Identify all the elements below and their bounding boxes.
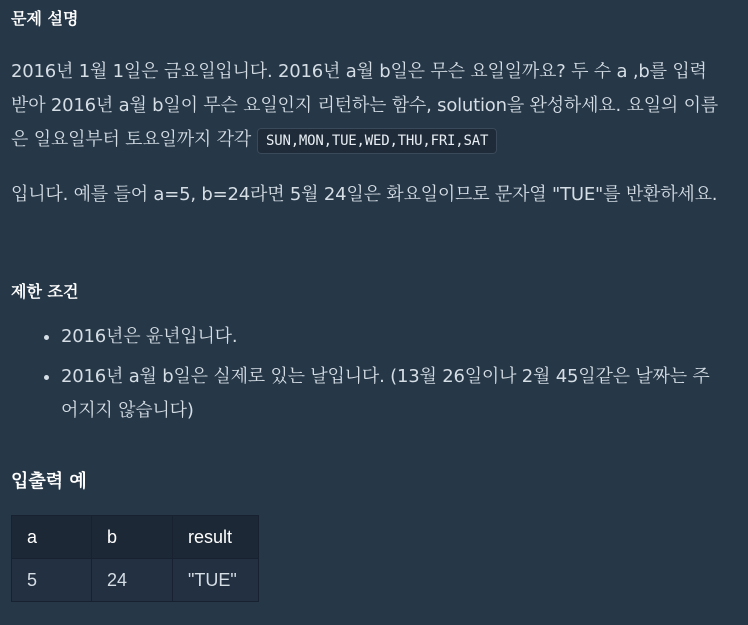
constraint-item: • 2016년은 윤년입니다. xyxy=(61,320,723,354)
cell-a: 5 xyxy=(12,559,92,602)
table-row xyxy=(12,559,259,602)
description-text: 2016년 1월 1일은 금요일입니다. 2016년 a월 b일은 무슨 요일일까요? 두 수 a ,b를 입력받아 2016년 a월 b일이 무슨 요일인지 리턴하는 함수, solution을 완성하세요. 요일의 이름은 일요일부터 토요일까지 각각 xyxy=(11,61,718,150)
header-a: a xyxy=(12,516,92,559)
examples-table xyxy=(11,515,259,602)
description-paragraph-2: 입니다. 예를 들어 a=5, b=24라면 5월 24일은 화요일이므로 문자열 "TUE"를 반환하세요. xyxy=(11,184,718,205)
constraints-title: 제한 조건 xyxy=(11,282,79,301)
cell-b: 24 xyxy=(92,559,173,602)
description-title: 문제 설명 xyxy=(11,9,79,28)
description-paragraph-1 xyxy=(11,55,723,158)
table-header-row xyxy=(12,516,259,559)
constraints-list xyxy=(11,320,723,434)
day-names-code: SUN,MON,TUE,WED,THU,FRI,SAT xyxy=(257,128,497,154)
header-result: result xyxy=(173,516,259,559)
constraint-item: • 2016년 a월 b일은 실제로 있는 날입니다. (13월 26일이나 2월 45일같은 날짜는 주어지지 않습니다) xyxy=(61,360,723,428)
examples-title: 입출력 예 xyxy=(11,471,87,492)
cell-result: "TUE" xyxy=(173,559,259,602)
header-b: b xyxy=(92,516,173,559)
